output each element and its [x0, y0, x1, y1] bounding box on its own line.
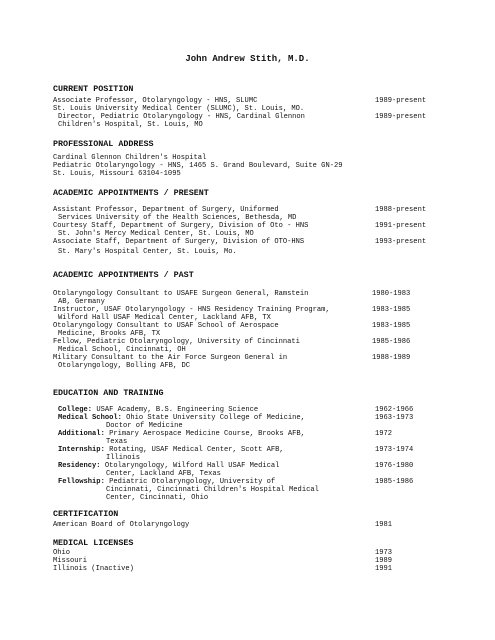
education-text: Rotating, USAF Medical Center, Scott AFB, [109, 446, 284, 454]
license-year: 1973 [375, 549, 393, 557]
education-continuation: Illinois [106, 454, 141, 462]
education-text: Primary Aerospace Medicine Course, Brooks AFB, [109, 430, 305, 438]
address-line: St. Louis, Missouri 63104-1095 [53, 170, 181, 178]
entry-years: 1976-1980 [375, 462, 414, 470]
entry-line: Fellow, Pediatric Otolaryngology, University of Cincinnati [53, 338, 300, 346]
education-text: Pediatric Otolaryngology, University of [109, 478, 276, 486]
education-text: Ohio State University College of Medicine, [126, 414, 305, 422]
section-heading-certification: CERTIFICATION [53, 509, 119, 519]
education-entry [58, 430, 305, 439]
entry-line: Assistant Professor, Department of Surgery, Uniformed [53, 206, 279, 214]
entry-line: Otolaryngology Consultant to USAFE Surgeon General, Ramstein [53, 290, 309, 298]
license-year: 1989 [375, 557, 393, 565]
education-entry [58, 446, 284, 455]
entry-line: Medical School, Cincinnati, OH [58, 346, 186, 354]
entry-line: Military Consultant to the Air Force Surgeon General in [53, 354, 288, 362]
section-heading-academic-past: ACADEMIC APPOINTMENTS / PAST [53, 270, 194, 280]
entry-years: 1985-1986 [375, 478, 414, 486]
entry-years: 1980-1983 [372, 290, 411, 298]
education-continuation: Cincinnati, Cincinnati Children's Hospital Medical [106, 486, 319, 494]
entry-line: Otolaryngology Consultant to USAF School of Aerospace [53, 322, 279, 330]
education-continuation: Center, Lackland AFB, Texas [106, 470, 221, 478]
license-line: Missouri [53, 557, 88, 565]
entry-line: Associate Staff, Department of Surgery, Division of OTO-HNS [53, 238, 305, 246]
entry-years: 1983-1985 [372, 306, 411, 314]
entry-line: Associate Professor, Otolaryngology - HNS, SLUMC [53, 97, 258, 105]
entry-line: Services University of the Health Sciences, Bethesda, MD [58, 214, 297, 222]
entry-line: American Board of Otolaryngology [53, 521, 190, 529]
education-label: Internship: [58, 446, 105, 454]
entry-line: Director, Pediatric Otolaryngology - HNS, Cardinal Glennon [58, 113, 305, 121]
entry-years: 1983-1985 [372, 322, 411, 330]
entry-years: 1988-present [375, 206, 427, 214]
entry-years: 1981 [375, 521, 393, 529]
education-label: Residency: [58, 462, 101, 470]
entry-years: 1962-1966 [375, 406, 414, 414]
entry-line: Wilford Hall USAF Medical Center, Lackland AFB, TX [58, 314, 271, 322]
entry-line: St. Mary's Hospital Center, St. Louis, Mo. [58, 248, 237, 256]
education-continuation: Center, Cincinnati, Ohio [106, 494, 209, 502]
section-heading-academic-present: ACADEMIC APPOINTMENTS / PRESENT [53, 188, 209, 198]
entry-line: St. John's Mercy Medical Center, St. Louis, MO [58, 230, 254, 238]
entry-years: 1988-1989 [372, 354, 411, 362]
entry-line: Medicine, Brooks AFB, TX [58, 330, 161, 338]
address-line: Cardinal Glennon Children's Hospital [53, 154, 207, 162]
document-title: John Andrew Stith, M.D. [185, 54, 310, 64]
entry-years: 1973-1974 [375, 446, 414, 454]
education-label: College: [58, 406, 93, 414]
entry-line: AB, Germany [58, 298, 105, 306]
education-label: Fellowship: [58, 478, 105, 486]
entry-years: 1963-1973 [375, 414, 414, 422]
education-continuation: Texas [106, 438, 128, 446]
entry-years: 1989-present [375, 113, 427, 121]
entry-years: 1985-1986 [372, 338, 411, 346]
education-continuation: Doctor of Medicine [106, 422, 183, 430]
license-line: Ohio [53, 549, 71, 557]
entry-years: 1972 [375, 430, 393, 438]
license-year: 1991 [375, 565, 393, 573]
education-label: Medical School: [58, 414, 122, 422]
license-line: Illinois (Inactive) [53, 565, 134, 573]
education-label: Additional: [58, 430, 105, 438]
section-heading-medical-licenses: MEDICAL LICENSES [53, 538, 134, 548]
section-heading-education: EDUCATION AND TRAINING [53, 388, 164, 398]
section-heading-current-position: CURRENT POSITION [53, 84, 134, 94]
entry-years: 1991-present [375, 222, 427, 230]
entry-years: 1989-present [375, 97, 427, 105]
address-line: Pediatric Otolaryngology - HNS, 1465 S. Grand Boulevard, Suite GN-29 [53, 162, 343, 170]
entry-line: Children's Hospital, St. Louis, MO [58, 121, 203, 129]
entry-line: Otolaryngology, Bolling AFB, DC [58, 362, 190, 370]
section-heading-professional-address: PROFESSIONAL ADDRESS [53, 139, 154, 149]
education-text: Otolaryngology, Wilford Hall USAF Medical [104, 462, 280, 470]
education-text: USAF Academy, B.S. Engineering Science [96, 406, 259, 414]
entry-years: 1993-present [375, 238, 427, 246]
entry-line: Courtesy Staff, Department of Surgery, Division of Oto - HNS [53, 222, 309, 230]
entry-line: Instructor, USAF Otolaryngology - HNS Residency Training Program, [53, 306, 330, 314]
entry-line: St. Louis University Medical Center (SLUMC), St. Louis, MO. [53, 105, 305, 113]
